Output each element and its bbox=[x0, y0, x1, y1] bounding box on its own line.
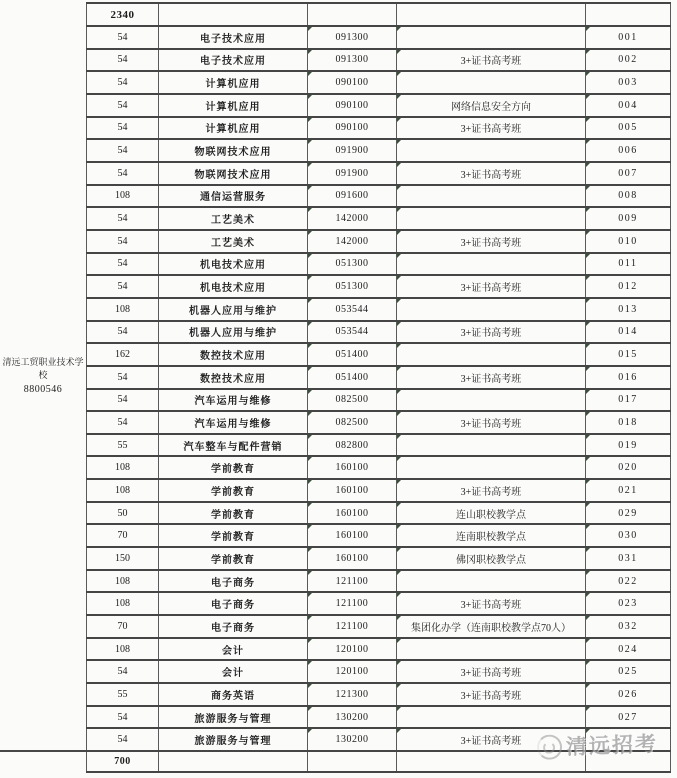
note-cell: 3+证书高考班 bbox=[397, 275, 586, 298]
major-name-cell: 会计 bbox=[159, 660, 308, 683]
major-code-cell: 051400 bbox=[308, 366, 397, 389]
major-code-cell: 121100 bbox=[308, 570, 397, 593]
major-name-cell: 电子商务 bbox=[159, 570, 308, 593]
major-code-cell: 120100 bbox=[308, 638, 397, 661]
major-code-cell: 142000 bbox=[308, 230, 397, 253]
note-cell: 3+证书高考班 bbox=[397, 321, 586, 344]
plan-count-cell: 50 bbox=[87, 502, 159, 525]
plan-count-cell: 108 bbox=[87, 298, 159, 321]
empty-cell bbox=[159, 3, 308, 26]
major-name-cell: 物联网技术应用 bbox=[159, 139, 308, 162]
major-name-cell: 汽车运用与维修 bbox=[159, 411, 308, 434]
note-cell: 3+证书高考班 bbox=[397, 366, 586, 389]
plan-count-cell: 54 bbox=[87, 321, 159, 344]
major-name-cell: 旅游服务与管理 bbox=[159, 728, 308, 751]
table-row bbox=[87, 230, 671, 253]
seat-number-cell: 012 bbox=[586, 275, 671, 298]
note-cell: 3+证书高考班 bbox=[397, 592, 586, 615]
major-code-cell: 121100 bbox=[308, 592, 397, 615]
plan-count-cell: 54 bbox=[87, 706, 159, 729]
plan-count-cell: 54 bbox=[87, 230, 159, 253]
major-name-cell: 商务英语 bbox=[159, 683, 308, 706]
plan-count-cell: 70 bbox=[87, 615, 159, 638]
note-cell bbox=[397, 71, 586, 94]
major-name-cell: 机器人应用与维护 bbox=[159, 298, 308, 321]
major-code-cell: 160100 bbox=[308, 479, 397, 502]
major-code-cell: 160100 bbox=[308, 456, 397, 479]
table-row bbox=[87, 117, 671, 140]
note-cell bbox=[397, 389, 586, 412]
table-row bbox=[87, 547, 671, 570]
plan-count-cell: 54 bbox=[87, 139, 159, 162]
major-name-cell: 学前教育 bbox=[159, 502, 308, 525]
note-cell bbox=[397, 185, 586, 208]
major-name-cell: 机器人应用与维护 bbox=[159, 321, 308, 344]
table-row bbox=[87, 275, 671, 298]
table-row bbox=[87, 660, 671, 683]
plan-count-cell: 54 bbox=[87, 366, 159, 389]
seat-number-cell: 024 bbox=[586, 638, 671, 661]
major-code-cell: 051400 bbox=[308, 343, 397, 366]
plan-count-cell: 162 bbox=[87, 343, 159, 366]
table-row bbox=[87, 389, 671, 412]
plan-count-cell: 55 bbox=[87, 434, 159, 457]
plan-count-cell: 70 bbox=[87, 524, 159, 547]
plan-count-cell: 54 bbox=[87, 117, 159, 140]
major-code-cell: 082500 bbox=[308, 389, 397, 412]
major-name-cell: 计算机应用 bbox=[159, 94, 308, 117]
table-row bbox=[87, 706, 671, 729]
major-name-cell: 机电技术应用 bbox=[159, 275, 308, 298]
note-cell bbox=[397, 456, 586, 479]
seat-number-cell: 001 bbox=[586, 26, 671, 49]
table-row bbox=[87, 479, 671, 502]
major-name-cell: 数控技术应用 bbox=[159, 366, 308, 389]
table-row bbox=[87, 502, 671, 525]
seat-number-cell: 019 bbox=[586, 434, 671, 457]
seat-number-cell: 011 bbox=[586, 253, 671, 276]
seat-number-cell: 017 bbox=[586, 389, 671, 412]
table-row bbox=[87, 434, 671, 457]
note-cell: 3+证书高考班 bbox=[397, 117, 586, 140]
major-code-cell: 160100 bbox=[308, 524, 397, 547]
seat-number-cell: 015 bbox=[586, 343, 671, 366]
table-row bbox=[87, 207, 671, 230]
note-cell bbox=[397, 570, 586, 593]
major-code-cell: 090100 bbox=[308, 71, 397, 94]
empty-cell bbox=[159, 751, 308, 772]
major-name-cell: 汽车运用与维修 bbox=[159, 389, 308, 412]
major-name-cell: 学前教育 bbox=[159, 524, 308, 547]
enrollment-table-body bbox=[87, 3, 671, 772]
major-name-cell: 电子技术应用 bbox=[159, 49, 308, 72]
major-name-cell: 汽车整车与配件营销 bbox=[159, 434, 308, 457]
note-cell bbox=[397, 706, 586, 729]
school-code: 8800546 bbox=[23, 384, 63, 395]
major-code-cell: 053544 bbox=[308, 321, 397, 344]
table-row bbox=[87, 728, 671, 751]
major-code-cell: 082500 bbox=[308, 411, 397, 434]
table-row bbox=[87, 683, 671, 706]
plan-count-cell: 54 bbox=[87, 26, 159, 49]
major-name-cell: 电子技术应用 bbox=[159, 26, 308, 49]
next-group-total-count: 700 bbox=[87, 751, 159, 772]
major-name-cell: 学前教育 bbox=[159, 456, 308, 479]
note-cell bbox=[397, 253, 586, 276]
note-cell bbox=[397, 207, 586, 230]
table-row bbox=[87, 253, 671, 276]
plan-count-cell: 54 bbox=[87, 660, 159, 683]
table-row bbox=[87, 49, 671, 72]
table-row bbox=[87, 570, 671, 593]
empty-cell bbox=[308, 3, 397, 26]
plan-count-cell: 108 bbox=[87, 456, 159, 479]
table-row bbox=[87, 615, 671, 638]
major-name-cell: 物联网技术应用 bbox=[159, 162, 308, 185]
plan-count-cell: 54 bbox=[87, 275, 159, 298]
school-cell bbox=[0, 356, 86, 396]
note-cell bbox=[397, 139, 586, 162]
major-name-cell: 计算机应用 bbox=[159, 117, 308, 140]
major-code-cell: 121300 bbox=[308, 683, 397, 706]
plan-count-cell: 54 bbox=[87, 49, 159, 72]
seat-number-cell: 008 bbox=[586, 185, 671, 208]
plan-count-cell: 54 bbox=[87, 162, 159, 185]
major-code-cell: 120100 bbox=[308, 660, 397, 683]
note-cell bbox=[397, 638, 586, 661]
table-row bbox=[87, 71, 671, 94]
major-code-cell: 130200 bbox=[308, 706, 397, 729]
table-row bbox=[87, 456, 671, 479]
group-total-count: 2340 bbox=[87, 3, 159, 26]
school-group-divider-line bbox=[0, 750, 87, 752]
plan-count-cell: 54 bbox=[87, 94, 159, 117]
note-cell: 3+证书高考班 bbox=[397, 479, 586, 502]
seat-number-cell: 031 bbox=[586, 547, 671, 570]
plan-count-cell: 54 bbox=[87, 71, 159, 94]
note-cell: 3+证书高考班 bbox=[397, 660, 586, 683]
seat-number-cell: 023 bbox=[586, 592, 671, 615]
plan-count-cell: 54 bbox=[87, 389, 159, 412]
seat-number-cell: 018 bbox=[586, 411, 671, 434]
table-row bbox=[87, 94, 671, 117]
note-cell: 3+证书高考班 bbox=[397, 230, 586, 253]
empty-cell bbox=[397, 3, 586, 26]
group-total-row bbox=[87, 3, 671, 26]
school-name: 清远工贸职业技术学校 bbox=[2, 357, 84, 380]
note-cell bbox=[397, 26, 586, 49]
major-code-cell: 090100 bbox=[308, 117, 397, 140]
empty-cell bbox=[308, 751, 397, 772]
major-code-cell: 082800 bbox=[308, 434, 397, 457]
note-cell: 3+证书高考班 bbox=[397, 728, 586, 751]
seat-number-cell: 021 bbox=[586, 479, 671, 502]
seat-number-cell: 026 bbox=[586, 683, 671, 706]
seat-number-cell: 025 bbox=[586, 660, 671, 683]
next-group-total-row bbox=[87, 751, 671, 772]
enrollment-table bbox=[86, 2, 671, 773]
table-row bbox=[87, 524, 671, 547]
empty-cell bbox=[586, 3, 671, 26]
seat-number-cell bbox=[586, 728, 671, 751]
major-code-cell: 053544 bbox=[308, 298, 397, 321]
major-code-cell: 091300 bbox=[308, 26, 397, 49]
seat-number-cell: 027 bbox=[586, 706, 671, 729]
note-cell: 3+证书高考班 bbox=[397, 411, 586, 434]
note-cell bbox=[397, 343, 586, 366]
major-name-cell: 电子商务 bbox=[159, 615, 308, 638]
table-row bbox=[87, 343, 671, 366]
plan-count-cell: 108 bbox=[87, 185, 159, 208]
plan-count-cell: 108 bbox=[87, 638, 159, 661]
table-row bbox=[87, 139, 671, 162]
seat-number-cell: 005 bbox=[586, 117, 671, 140]
major-code-cell: 142000 bbox=[308, 207, 397, 230]
seat-number-cell: 013 bbox=[586, 298, 671, 321]
major-code-cell: 091900 bbox=[308, 162, 397, 185]
seat-number-cell: 029 bbox=[586, 502, 671, 525]
seat-number-cell: 030 bbox=[586, 524, 671, 547]
major-code-cell: 051300 bbox=[308, 253, 397, 276]
seat-number-cell: 020 bbox=[586, 456, 671, 479]
empty-cell bbox=[397, 751, 586, 772]
major-name-cell: 会计 bbox=[159, 638, 308, 661]
table-row bbox=[87, 366, 671, 389]
watermark-text: 清远招考 bbox=[565, 732, 659, 760]
table-row bbox=[87, 162, 671, 185]
seat-number-cell: 016 bbox=[586, 366, 671, 389]
plan-count-cell: 108 bbox=[87, 592, 159, 615]
plan-count-cell: 55 bbox=[87, 683, 159, 706]
major-name-cell: 电子商务 bbox=[159, 592, 308, 615]
plan-count-cell: 54 bbox=[87, 411, 159, 434]
major-code-cell: 091900 bbox=[308, 139, 397, 162]
major-name-cell: 机电技术应用 bbox=[159, 253, 308, 276]
major-name-cell: 学前教育 bbox=[159, 479, 308, 502]
note-cell: 连山职校教学点 bbox=[397, 502, 586, 525]
seat-number-cell: 032 bbox=[586, 615, 671, 638]
seat-number-cell: 006 bbox=[586, 139, 671, 162]
major-name-cell: 学前教育 bbox=[159, 547, 308, 570]
note-cell bbox=[397, 298, 586, 321]
plan-count-cell: 54 bbox=[87, 207, 159, 230]
plan-count-cell: 108 bbox=[87, 570, 159, 593]
note-cell: 3+证书高考班 bbox=[397, 162, 586, 185]
major-code-cell: 130200 bbox=[308, 728, 397, 751]
seat-number-cell: 007 bbox=[586, 162, 671, 185]
major-name-cell: 数控技术应用 bbox=[159, 343, 308, 366]
table-row bbox=[87, 321, 671, 344]
table-row bbox=[87, 411, 671, 434]
plan-count-cell: 150 bbox=[87, 547, 159, 570]
table-row bbox=[87, 26, 671, 49]
major-code-cell: 051300 bbox=[308, 275, 397, 298]
major-name-cell: 工艺美术 bbox=[159, 207, 308, 230]
seat-number-cell: 002 bbox=[586, 49, 671, 72]
major-code-cell: 091600 bbox=[308, 185, 397, 208]
major-code-cell: 121100 bbox=[308, 615, 397, 638]
note-cell: 3+证书高考班 bbox=[397, 683, 586, 706]
seat-number-cell: 022 bbox=[586, 570, 671, 593]
major-code-cell: 160100 bbox=[308, 547, 397, 570]
table-row bbox=[87, 185, 671, 208]
seat-number-cell: 009 bbox=[586, 207, 671, 230]
note-cell: 集团化办学（连南职校教学点70人） bbox=[397, 615, 586, 638]
note-cell: 网络信息安全方向 bbox=[397, 94, 586, 117]
seat-number-cell: 004 bbox=[586, 94, 671, 117]
note-cell: 佛冈职校教学点 bbox=[397, 547, 586, 570]
table-row bbox=[87, 638, 671, 661]
note-cell: 3+证书高考班 bbox=[397, 49, 586, 72]
seat-number-cell: 014 bbox=[586, 321, 671, 344]
plan-count-cell: 108 bbox=[87, 479, 159, 502]
note-cell bbox=[397, 434, 586, 457]
major-code-cell: 091300 bbox=[308, 49, 397, 72]
seat-number-cell: 010 bbox=[586, 230, 671, 253]
major-name-cell: 旅游服务与管理 bbox=[159, 706, 308, 729]
major-code-cell: 160100 bbox=[308, 502, 397, 525]
note-cell: 连南职校教学点 bbox=[397, 524, 586, 547]
plan-count-cell: 54 bbox=[87, 728, 159, 751]
major-name-cell: 通信运营服务 bbox=[159, 185, 308, 208]
table-row bbox=[87, 298, 671, 321]
plan-count-cell: 54 bbox=[87, 253, 159, 276]
seat-number-cell: 003 bbox=[586, 71, 671, 94]
major-name-cell: 工艺美术 bbox=[159, 230, 308, 253]
major-name-cell: 计算机应用 bbox=[159, 71, 308, 94]
major-code-cell: 090100 bbox=[308, 94, 397, 117]
table-row bbox=[87, 592, 671, 615]
empty-cell bbox=[586, 751, 671, 772]
